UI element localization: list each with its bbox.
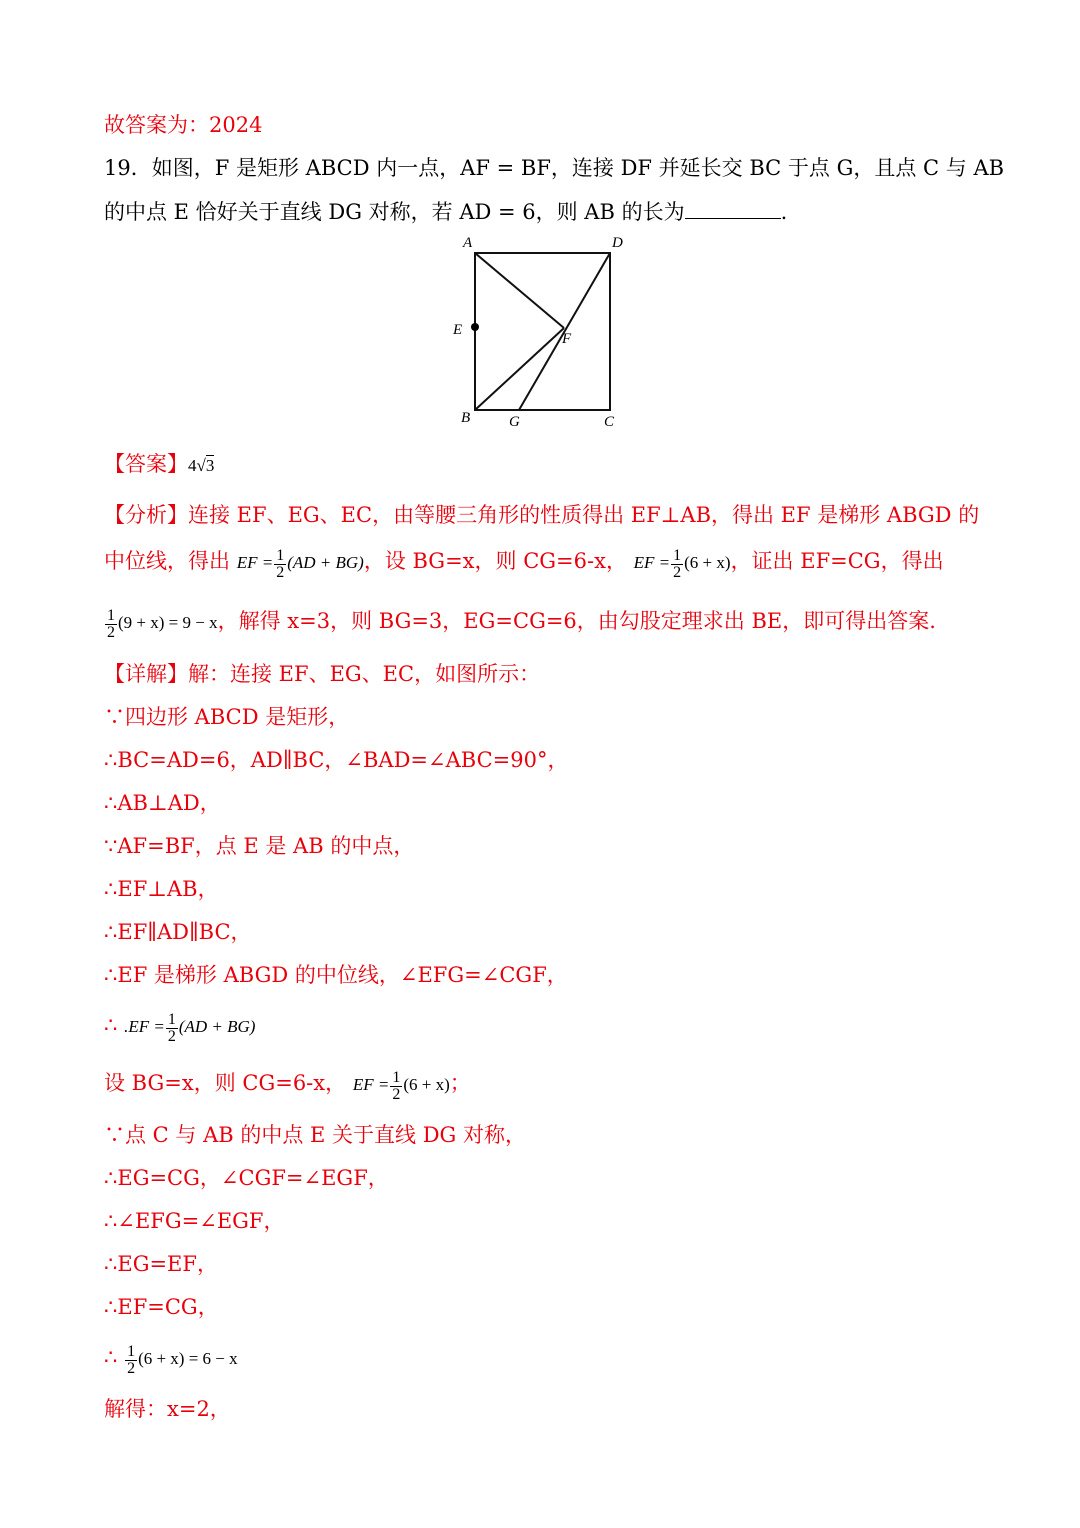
half-fraction bbox=[390, 1070, 402, 1103]
nine-x: (9 + x) = 9 − x bbox=[118, 613, 218, 632]
answer-tag: 【答案】 bbox=[104, 452, 188, 476]
detail-step-15 bbox=[104, 1342, 238, 1377]
segment-bf bbox=[475, 328, 564, 410]
analysis-line-3 bbox=[104, 606, 936, 641]
label-c: C bbox=[604, 414, 615, 430]
ef-eq: EF = bbox=[236, 553, 274, 572]
detail-step-5: ∴EF⊥AB， bbox=[104, 877, 219, 901]
analysis-line-1 bbox=[104, 500, 979, 530]
label-e: E bbox=[453, 322, 463, 338]
previous-answer-line: 故答案为：2024 bbox=[104, 113, 263, 137]
detail-step-3: ∴AB⊥AD， bbox=[104, 791, 221, 815]
half-den: 2 bbox=[107, 623, 115, 641]
sqrt-sign: √ bbox=[196, 456, 206, 475]
six-x: (6 + x) bbox=[684, 553, 731, 572]
detail-step-8 bbox=[104, 1010, 255, 1045]
analysis-text-2b: ，设 BG=x，则 CG=6-x， bbox=[363, 549, 627, 573]
detail-step-9 bbox=[104, 1068, 471, 1103]
problem-text-1: 如图，F 是矩形 ABCD 内一点，AF = BF，连接 DF 并延长交 BC 于点 G，且点 C 与 AB bbox=[151, 156, 1005, 180]
six-x-eq: (6 + x) = 6 − x bbox=[138, 1349, 238, 1368]
detail-step-6: ∴EF∥AD∥BC， bbox=[104, 920, 252, 944]
analysis-text-1: 连接 EF、EG、EC，由等腰三角形的性质得出 EF⊥AB，得出 EF 是梯形 ABGD 的 bbox=[188, 503, 980, 527]
half-den: 2 bbox=[673, 563, 682, 581]
problem-period: . bbox=[780, 200, 788, 224]
half-den: 2 bbox=[276, 563, 285, 581]
detail-line-intro bbox=[104, 659, 540, 689]
problem-text-2: 的中点 E 恰好关于直线 DG 对称，若 AD = 6，则 AB 的长为 bbox=[104, 200, 685, 224]
detail-step-12: ∴∠EFG=∠EGF， bbox=[104, 1209, 285, 1233]
half-num: 1 bbox=[127, 1342, 136, 1360]
problem-number: 19． bbox=[104, 156, 152, 180]
half-num: 1 bbox=[107, 606, 115, 624]
label-d: D bbox=[612, 235, 623, 251]
analysis-line-2 bbox=[104, 546, 944, 581]
half-num: 1 bbox=[276, 546, 285, 564]
half-den: 2 bbox=[127, 1359, 136, 1377]
answer-blank bbox=[685, 200, 781, 219]
answer-coefficient: 4 bbox=[188, 456, 197, 475]
label-g: G bbox=[509, 414, 520, 430]
detail-step-16: 解得：x=2， bbox=[104, 1397, 231, 1421]
problem-line-2 bbox=[104, 197, 787, 227]
answer-line bbox=[104, 449, 214, 481]
analysis-tag: 【分析】 bbox=[104, 503, 188, 527]
detail-step-14: ∴EF=CG， bbox=[104, 1295, 219, 1319]
detail-step-4: ∵AF=BF，点 E 是 AB 的中点， bbox=[104, 834, 415, 858]
ad-bg: (AD + BG) bbox=[178, 1017, 256, 1036]
detail-intro: 解：连接 EF、EG、EC，如图所示： bbox=[188, 662, 541, 686]
half-fraction bbox=[166, 1012, 178, 1045]
rectangle-abcd bbox=[475, 253, 610, 410]
analysis-text-3a: ，解得 x=3，则 BG=3，EG=CG=6，由勾股定理求出 BE，即可得出答案. bbox=[217, 609, 936, 633]
half-num: 1 bbox=[167, 1010, 176, 1028]
problem-line-1 bbox=[104, 153, 1004, 183]
analysis-text-2c: ，证出 EF=CG，得出 bbox=[730, 549, 944, 573]
half-num: 1 bbox=[673, 546, 682, 564]
six-x: (6 + x) bbox=[403, 1075, 450, 1094]
detail-step-7: ∴EF 是梯形 ABGD 的中位线，∠EFG=∠CGF， bbox=[104, 963, 568, 987]
formula-ef-2 bbox=[633, 546, 731, 581]
half-fraction bbox=[105, 608, 117, 641]
half-den: 2 bbox=[392, 1085, 401, 1103]
detail-step-10: ∵点 C 与 AB 的中点 E 关于直线 DG 对称， bbox=[104, 1123, 527, 1147]
ef-eq: EF = bbox=[633, 553, 671, 572]
half-fraction bbox=[671, 548, 683, 581]
step15-prefix: ∴ bbox=[104, 1345, 118, 1369]
formula-nine bbox=[104, 606, 218, 641]
point-e-dot bbox=[471, 323, 479, 331]
label-f: F bbox=[562, 331, 572, 347]
analysis-text-2a: 中位线，得出 bbox=[104, 549, 230, 573]
detail-step-11: ∴EG=CG，∠CGF=∠EGF， bbox=[104, 1166, 389, 1190]
segment-af bbox=[475, 253, 564, 328]
detail-step-13: ∴EG=EF， bbox=[104, 1252, 218, 1276]
formula-ef-6x bbox=[352, 1068, 450, 1103]
dot-ef-eq: .EF = bbox=[124, 1017, 165, 1036]
ef-eq: EF = bbox=[352, 1075, 390, 1094]
geometry-figure bbox=[446, 230, 636, 430]
step8-prefix: ∴ bbox=[104, 1013, 118, 1037]
detail-step-1: ∵四边形 ABCD 是矩形， bbox=[104, 705, 350, 729]
semicolon: ； bbox=[449, 1071, 471, 1095]
half-fraction bbox=[125, 1344, 137, 1377]
step9-text: 设 BG=x，则 CG=6-x， bbox=[104, 1071, 347, 1095]
label-b: B bbox=[461, 410, 471, 426]
half-fraction bbox=[274, 548, 286, 581]
detail-step-2: ∴BC=AD=6，AD∥BC，∠BAD=∠ABC=90°， bbox=[104, 748, 569, 772]
detail-tag: 【详解】 bbox=[104, 662, 188, 686]
label-a: A bbox=[463, 235, 473, 251]
formula-ef-median bbox=[124, 1010, 256, 1045]
answer-radicand: 3 bbox=[205, 456, 215, 475]
half-den: 2 bbox=[167, 1027, 176, 1045]
half-num: 1 bbox=[392, 1068, 401, 1086]
formula-ef-1 bbox=[236, 546, 364, 581]
formula-final-eq bbox=[124, 1342, 238, 1377]
ad-bg: (AD + BG) bbox=[287, 553, 364, 572]
